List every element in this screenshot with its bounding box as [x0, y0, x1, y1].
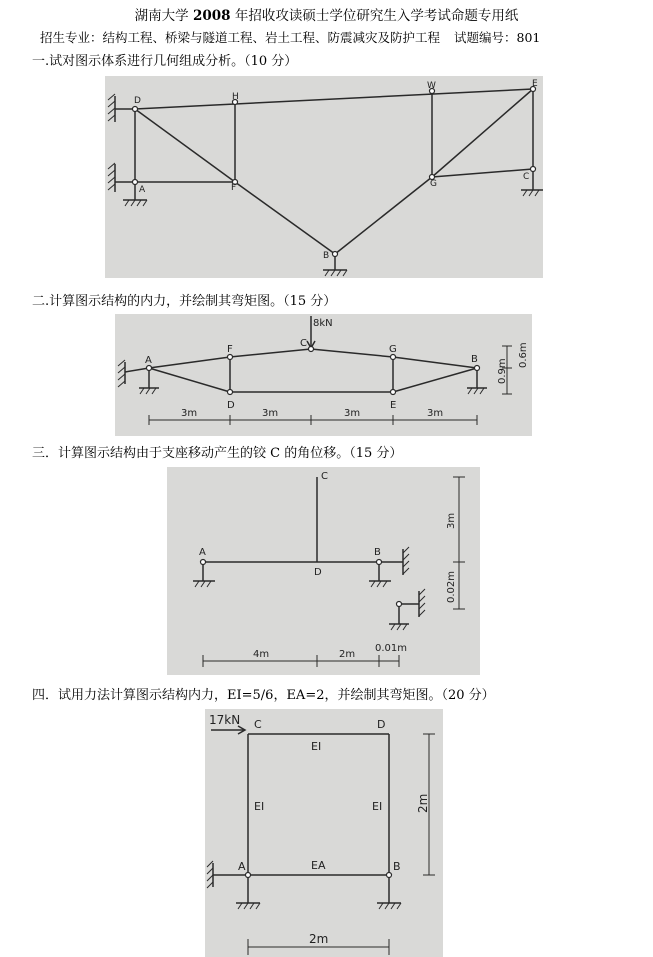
q2-label-b: B: [471, 354, 478, 365]
q1-label-d: D: [134, 96, 141, 106]
q3-label-b: B: [374, 547, 381, 558]
q4-label-d: D: [377, 718, 386, 731]
q3-span-1: 4m: [253, 649, 270, 660]
q4-height: 2m: [416, 793, 430, 813]
q4-label-a: A: [238, 860, 246, 873]
q1-label-w: W: [427, 81, 436, 91]
question-4-figure: [205, 709, 443, 957]
q4-label-b: B: [393, 860, 401, 873]
q1-label-a: A: [139, 185, 146, 195]
q4-stiffness-right: EI: [372, 800, 383, 813]
question-2-text: 二.计算图示结构的内力，并绘制其弯矩图。（15 分）: [32, 294, 337, 309]
q2-height-1: 0.9m: [497, 358, 508, 384]
q4-stiffness-left: EI: [254, 800, 265, 813]
q2-label-a: A: [145, 355, 152, 366]
question-2-figure: [115, 314, 532, 436]
q2-label-g: G: [389, 344, 397, 355]
q2-label-c: C: [300, 338, 307, 349]
exam-code: 试题编号：801: [454, 30, 541, 45]
q4-label-c: C: [254, 718, 262, 731]
page-title: 湖南大学 2008 年招收攻读硕士学位研究生入学考试命题专用纸: [134, 8, 519, 24]
q2-label-e: E: [390, 400, 397, 411]
q2-load-label: 8kN: [313, 318, 333, 329]
q3-height: 3m: [446, 512, 457, 529]
question-3-figure: [167, 467, 480, 675]
q4-span: 2m: [309, 932, 329, 946]
q3-settlement: 0.02m: [446, 570, 457, 603]
exam-meta: [0, 28, 653, 46]
q4-stiffness-bottom: EA: [311, 859, 326, 872]
q2-span-3: 3m: [344, 408, 361, 419]
q2-label-d: D: [227, 400, 235, 411]
q4-load-label: 17kN: [209, 713, 241, 727]
q3-shift: 0.01m: [375, 643, 408, 654]
q2-label-f: F: [227, 344, 233, 355]
question-4-text: 四．试用力法计算图示结构内力，EI=5/6，EA=2，并绘制其弯矩图。（20 分）: [32, 688, 495, 703]
q4-stiffness-top: EI: [311, 740, 322, 753]
q1-label-g: G: [430, 179, 437, 189]
majors-text: 招生专业：结构工程、桥梁与隧道工程、岩土工程、防震减灾及防护工程: [40, 30, 441, 45]
question-3-text: 三．计算图示结构由于支座移动产生的铰 C 的角位移。（15 分）: [32, 446, 403, 461]
q2-height-2: 0.6m: [518, 342, 529, 368]
q3-label-c: C: [321, 471, 328, 482]
q1-label-f: F: [231, 183, 237, 193]
question-1-figure: [105, 76, 543, 278]
question-1-text: 一.试对图示体系进行几何组成分析。（10 分）: [32, 54, 298, 69]
q3-label-a: A: [199, 547, 206, 558]
q1-label-h: H: [232, 92, 239, 102]
q3-label-d: D: [314, 567, 322, 578]
q2-span-4: 3m: [427, 408, 444, 419]
q1-label-e: E: [532, 79, 538, 89]
q1-label-b: B: [323, 251, 330, 261]
q1-label-c: C: [523, 172, 530, 182]
q3-span-2: 2m: [339, 649, 356, 660]
q2-span-2: 3m: [262, 408, 279, 419]
q2-span-1: 3m: [181, 408, 198, 419]
